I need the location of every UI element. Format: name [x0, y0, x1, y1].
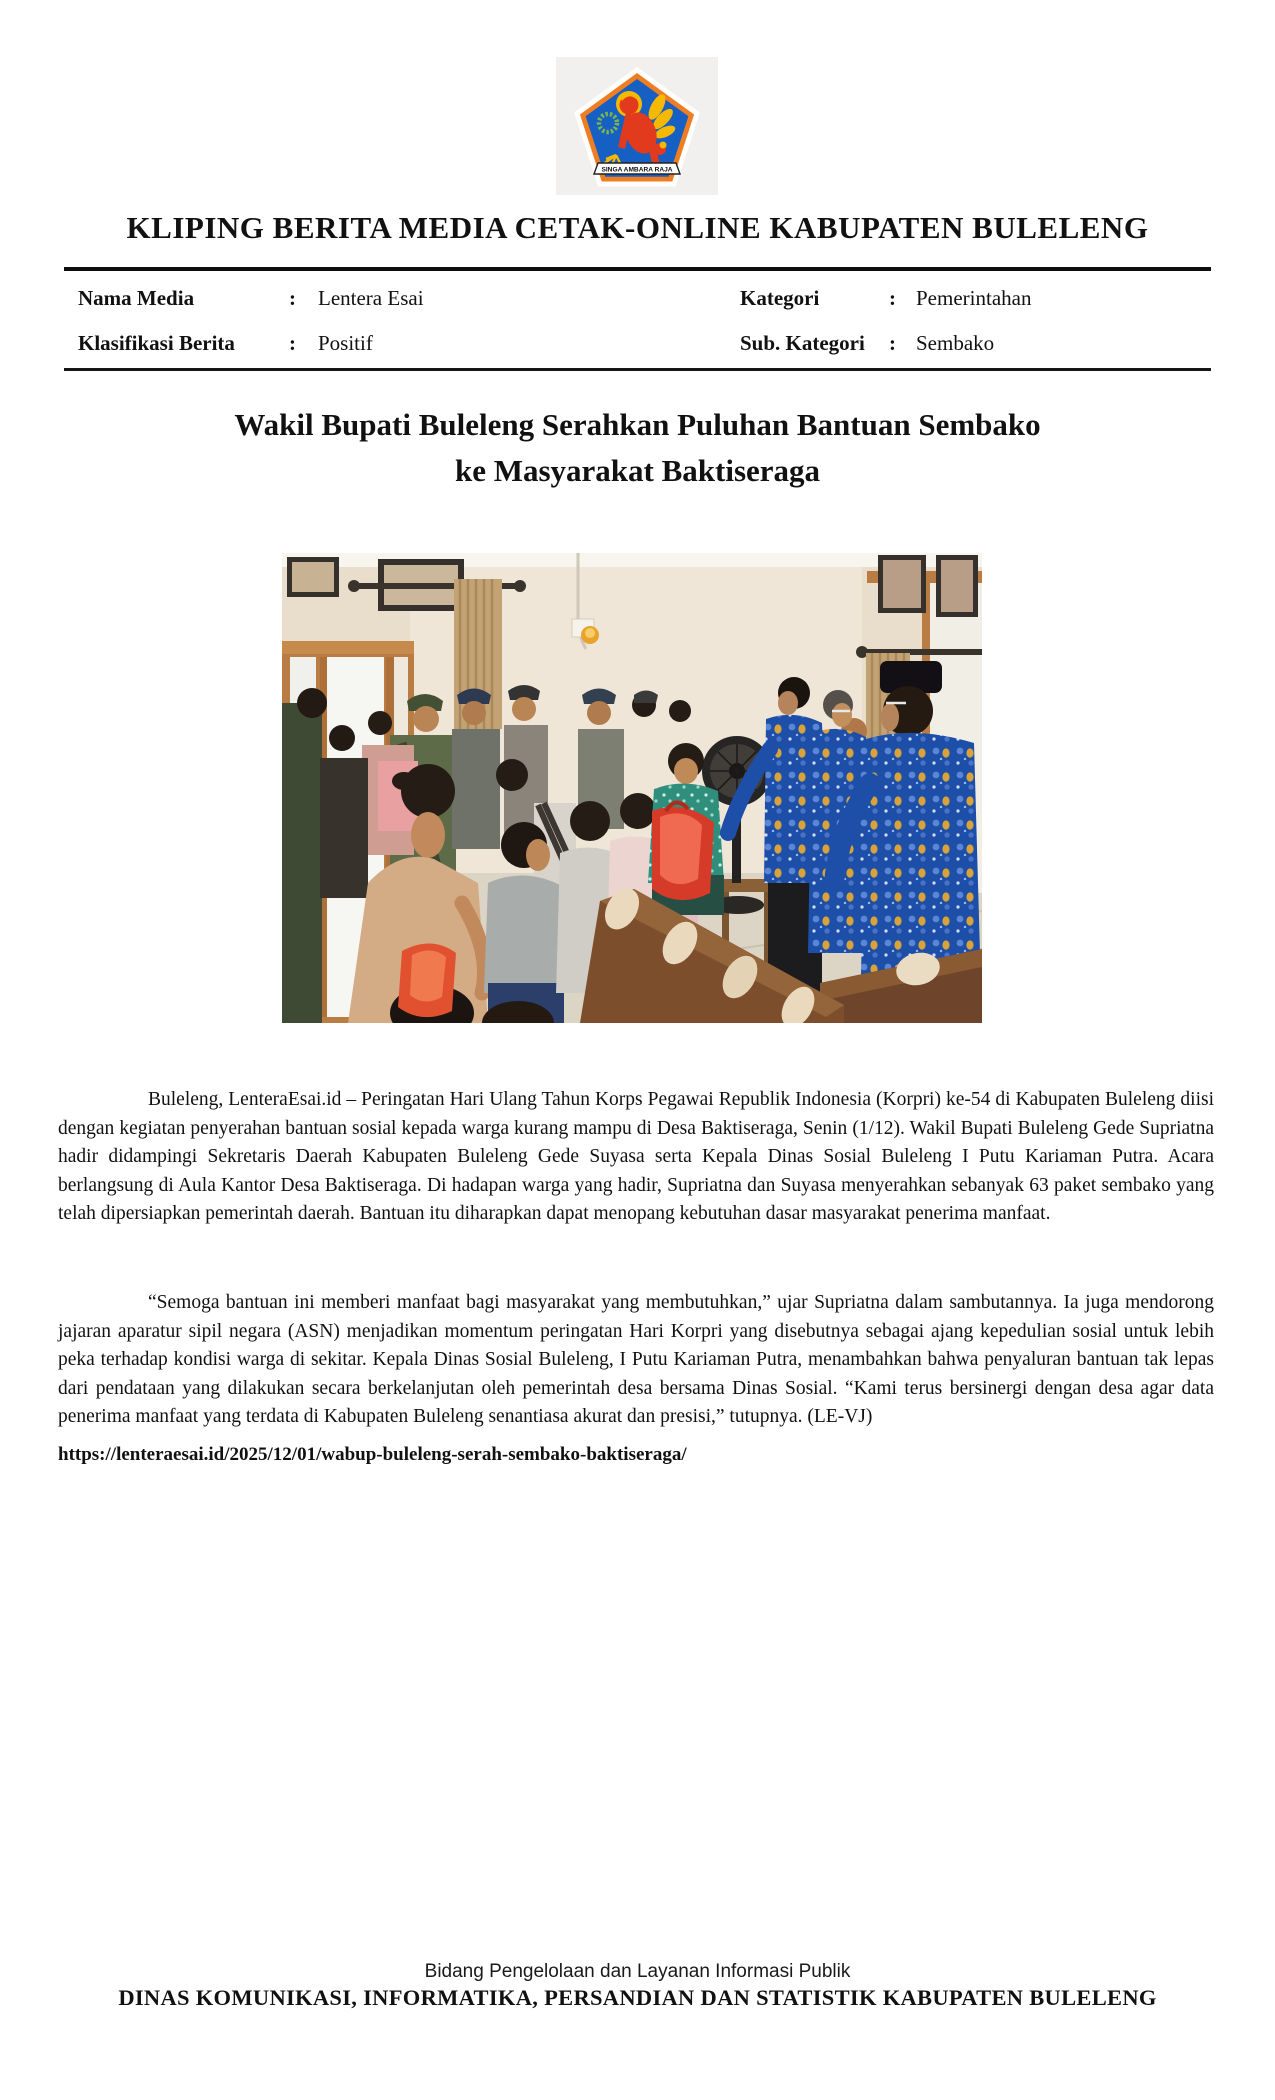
meta-label-kategori: Kategori — [740, 286, 820, 310]
meta-value-kategori: Pemerintahan — [916, 286, 1032, 310]
article-photo — [282, 553, 982, 1023]
meta-value-sub-kategori: Sembako — [916, 331, 995, 355]
meta-value-nama-media: Lentera Esai — [318, 286, 424, 310]
article-headline-line1: Wakil Bupati Buleleng Serahkan Puluhan Bantuan Sembako — [234, 407, 1041, 442]
buleleng-logo — [556, 57, 718, 195]
meta-label-klasifikasi: Klasifikasi Berita — [78, 331, 235, 355]
meta-colon: : — [289, 331, 296, 355]
meta-row-2 — [0, 327, 1275, 359]
meta-label-sub-kategori: Sub. Kategori — [740, 331, 865, 355]
article-photo-illustration — [282, 553, 982, 1023]
document-title: KLIPING BERITA MEDIA CETAK-ONLINE KABUPATEN BULELENG — [126, 210, 1149, 245]
meta-colon: : — [289, 286, 296, 310]
banner-text: SINGA AMBARA RAJA — [601, 166, 673, 174]
article-url-link[interactable]: https://lenteraesai.id/2025/12/01/wabup-buleleng-serah-sembako-baktiseraga/ — [58, 1444, 687, 1465]
article-headline — [0, 402, 1275, 494]
article-headline-line2: ke Masyarakat Baktiseraga — [454, 453, 821, 488]
header-divider-bottom — [64, 368, 1211, 371]
footer-division-line: Bidang Pengelolaan dan Layanan Informasi Publik — [424, 1961, 851, 1982]
meta-row-1 — [0, 282, 1275, 314]
meta-label-nama-media: Nama Media — [78, 286, 195, 310]
header-divider-top — [64, 267, 1211, 271]
singa-ambara-raja-emblem — [556, 57, 718, 195]
banner-ribbon — [594, 163, 680, 174]
meta-colon: : — [889, 286, 896, 310]
meta-colon: : — [889, 331, 896, 355]
meta-value-klasifikasi: Positif — [318, 331, 373, 355]
article-paragraph-2: “Semoga bantuan ini memberi manfaat bagi masyarakat yang membutuhkan,” ujar Supriatna dalam sambutannya. Ia juga mendorong jajaran aparatur sipil negara (ASN) menjadikan momentum peringatan Hari Korpri yang disebutnya sebagai ajang kepedulian sosial untuk lebih peka terhadap kondisi warga di sekitar. Kepala Dinas Sosial Buleleng, I Putu Kariaman Putra, menambahkan bahwa penyaluran bantuan tak lepas dari pendataan yang dilakukan secara berkelanjutan oleh pemerintah desa bersama Dinas Sosial. “Kami terus bersinergi dengan desa agar data penerima manfaat yang terdata di Kabupaten Buleleng senantiasa akurat dan presisi,” tutupnya. (LE-VJ) — [58, 1292, 1214, 1428]
article-paragraph-1: Buleleng, LenteraEsai.id – Peringatan Hari Ulang Tahun Korps Pegawai Republik Indonesia (Korpri) ke-54 di Kabupaten Buleleng diisi dengan kegiatan penyerahan bantuan sosial kepada warga kurang mampu di Desa Baktiseraga, Senin (1/12). Wakil Bupati Buleleng Gede Supriatna hadir didampingi Sekretaris Daerah Kabupaten Buleleng Gede Suyasa serta Kepala Dinas Sosial Buleleng I Putu Kariaman Putra. Acara berlangsung di Aula Kantor Desa Baktiseraga. Di hadapan warga yang hadir, Supriatna dan Suyasa menyerahkan sebanyak 63 paket sembako yang telah dipersiapkan pemerintah daerah. Bantuan itu diharapkan dapat menopang kebutuhan dasar masyarakat penerima manfaat. — [58, 1089, 1214, 1225]
footer-agency-line: DINAS KOMUNIKASI, INFORMATIKA, PERSANDIAN DAN STATISTIK KABUPATEN BULELENG — [118, 1985, 1157, 2010]
